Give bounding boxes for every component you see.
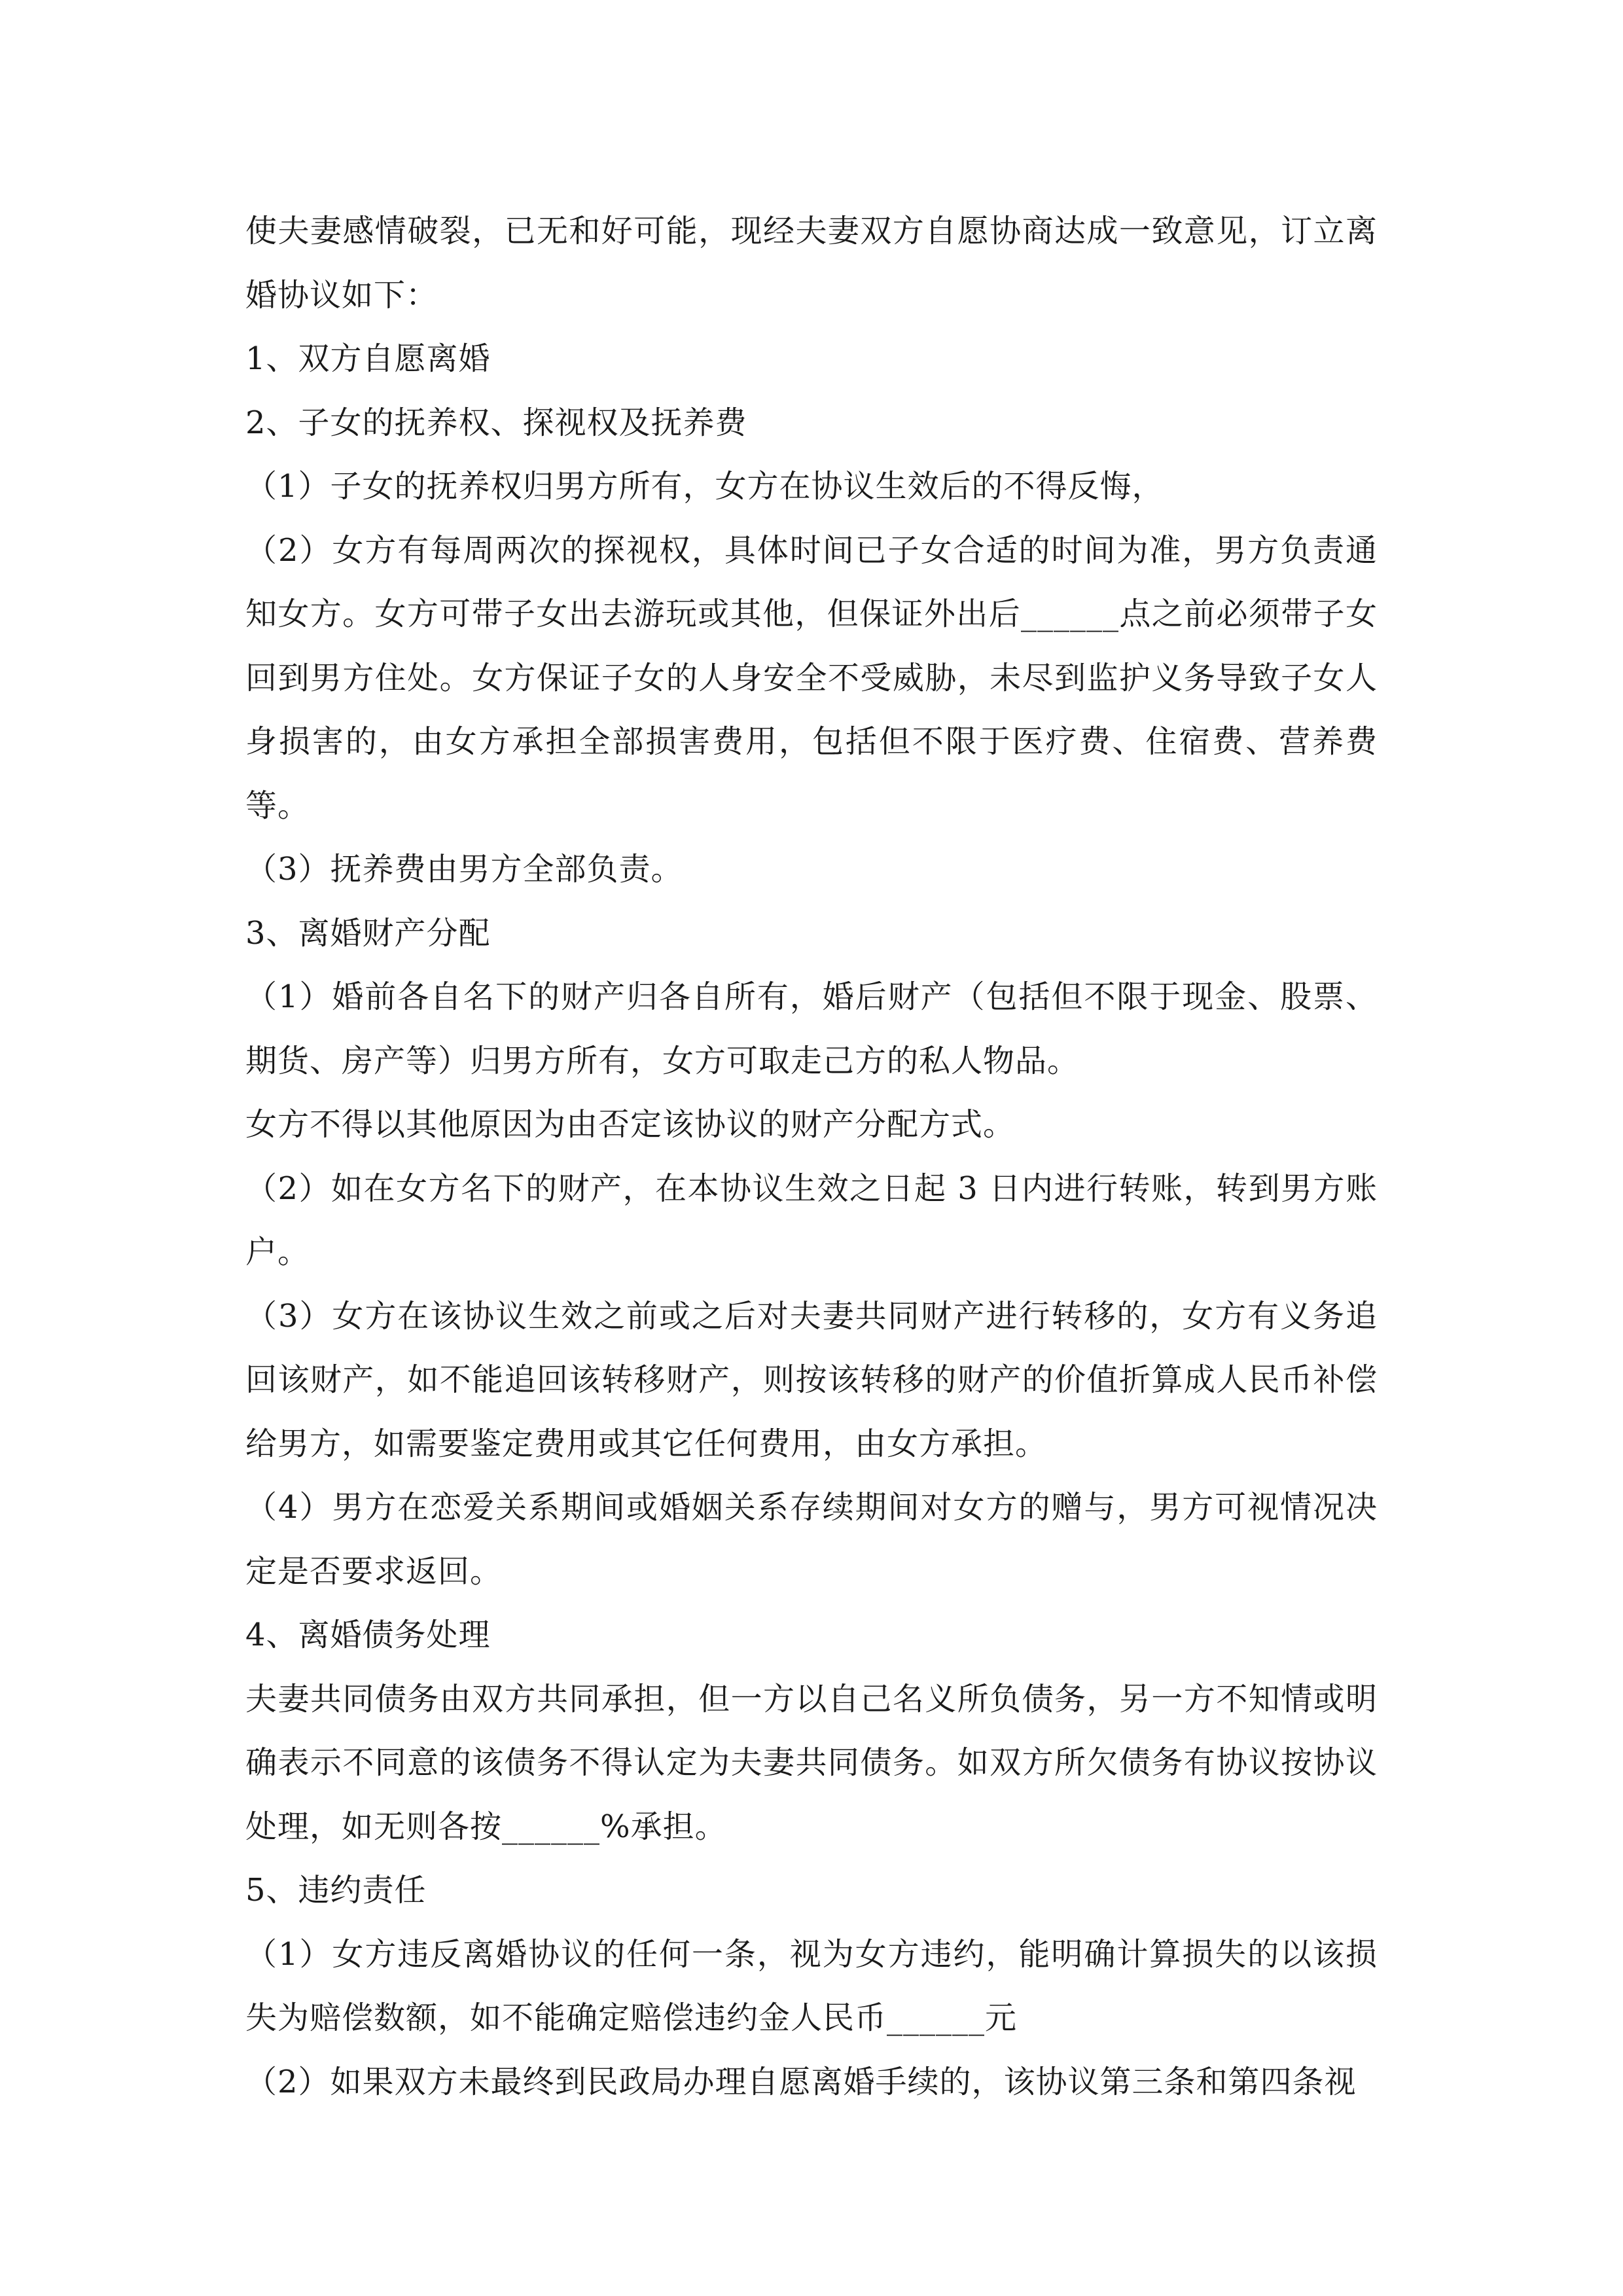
clause-5-2: （2）如果双方未最终到民政局办理自愿离婚手续的，该协议第三条和第四条视 bbox=[245, 2063, 1357, 2100]
heading-1-voluntary-divorce: 1、双方自愿离婚 bbox=[245, 340, 491, 377]
paragraph-intro: 使夫妻感情破裂，已无和好可能，现经夫妻双方自愿协商达成一致意见，订立离婚协议如下： bbox=[245, 213, 1378, 314]
clause-5-1: （1）女方违反离婚协议的任何一条，视为女方违约，能明确计算损失的以该损失为赔偿数额，如不能确定赔偿违约金人民币______元 bbox=[245, 1935, 1378, 2036]
clause-3-2: （2）如在女方名下的财产，在本协议生效之日起 3 日内进行转账，转到男方账户。 bbox=[245, 1170, 1378, 1270]
heading-4-debt-handling: 4、离婚债务处理 bbox=[245, 1617, 491, 1653]
clause-2-1: （1）子女的抚养权归男方所有，女方在协议生效后的不得反悔， bbox=[245, 468, 1164, 505]
document-body bbox=[245, 200, 1378, 2114]
clause-2-2: （2）女方有每周两次的探视权，具体时间已子女合适的时间为准，男方负责通知女方。女方可带子女出去游玩或其他，但保证外出后______点之前必须带子女回到男方住处。女方保证子女的人身安全不受威胁，未尽到监护义务导致子女人身损害的，由女方承担全部损害费用，包括但不限于医疗费、住宿费、营养费等。 bbox=[245, 531, 1378, 824]
clause-3-1-note: 女方不得以其他原因为由否定该协议的财产分配方式。 bbox=[245, 1106, 1016, 1143]
heading-3-property-division: 3、离婚财产分配 bbox=[245, 914, 491, 952]
clause-2-3: （3）抚养费由男方全部负责。 bbox=[245, 851, 683, 888]
clause-3-3: （3）女方在该协议生效之前或之后对夫妻共同财产进行转移的，女方有义务追回该财产，如不能追回该转移财产，则按该转移的财产的价值折算成人民币补偿给男方，如需要鉴定费用或其它任何费用，由女方承担。 bbox=[245, 1297, 1378, 1462]
heading-5-breach-liability: 5、违约责任 bbox=[245, 1872, 427, 1909]
clause-3-1: （1）婚前各自名下的财产归各自所有，婚后财产（包括但不限于现金、股票、期货、房产等）归男方所有，女方可取走己方的私人物品。 bbox=[245, 978, 1378, 1079]
clause-4-body: 夫妻共同债务由双方共同承担，但一方以自己名义所负债务，另一方不知情或明确表示不同意的该债务不得认定为夫妻共同债务。如双方所欠债务有协议按协议处理，如无则各按______%承担。 bbox=[245, 1680, 1378, 1845]
heading-2-child-custody: 2、子女的抚养权、探视权及抚养费 bbox=[245, 404, 747, 441]
clause-3-4: （4）男方在恋爱关系期间或婚姻关系存续期间对女方的赠与，男方可视情况决定是否要求返回。 bbox=[245, 1489, 1378, 1590]
